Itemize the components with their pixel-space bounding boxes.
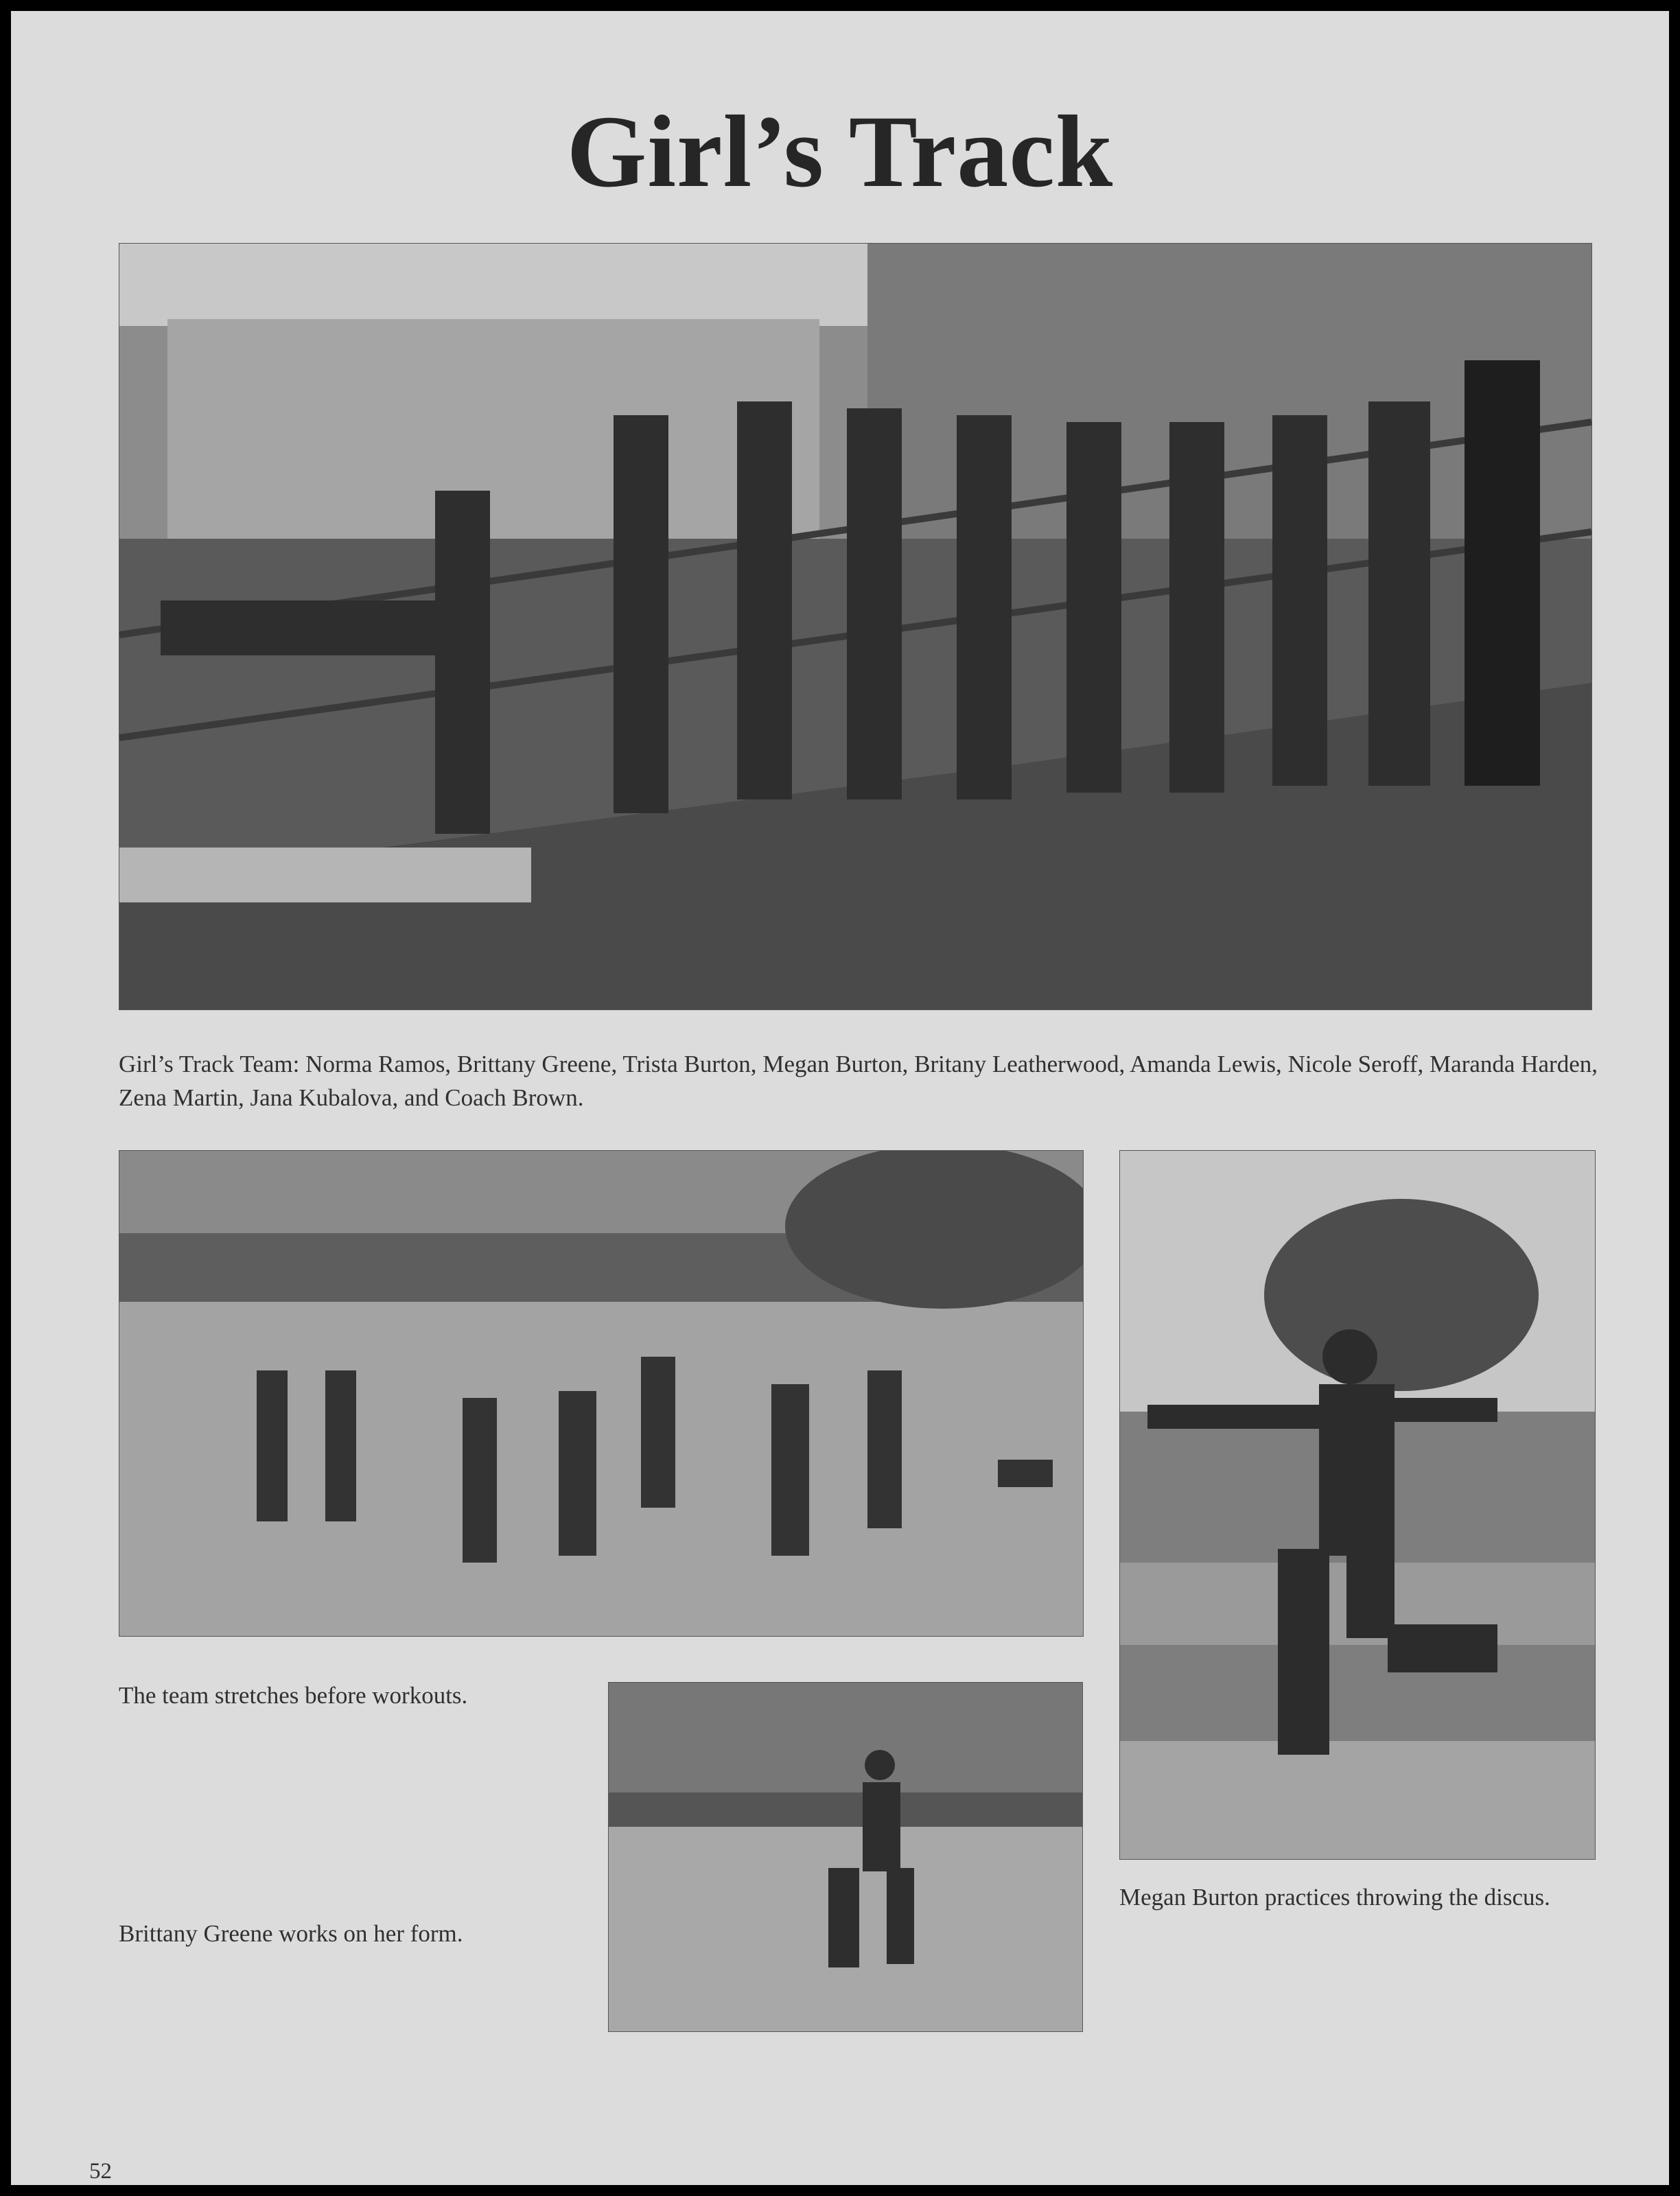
- team-photo-caption: Girl’s Track Team: Norma Ramos, Brittany Greene, Trista Burton, Megan Burton, Britany Leatherwood, Amanda Lewis, Nicole Seroff, Maranda Harden, Zena Martin, Jana Kubalova, and Coach Brown.: [119, 1051, 1598, 1111]
- stretch-caption: The team stretches before workouts.: [119, 1682, 468, 1709]
- page-title: Girl’s Track: [566, 95, 1114, 209]
- discus-caption: Megan Burton practices throwing the discus.: [1119, 1884, 1550, 1911]
- form-practice-photo: [608, 1682, 1083, 2032]
- discus-photo: [1119, 1150, 1596, 1860]
- team-photo: [119, 243, 1592, 1010]
- form-caption: Brittany Greene works on her form.: [119, 1920, 463, 1947]
- team-stretch-photo: [119, 1150, 1084, 1637]
- page-number: 52: [89, 2159, 112, 2184]
- yearbook-page: [11, 11, 1669, 2185]
